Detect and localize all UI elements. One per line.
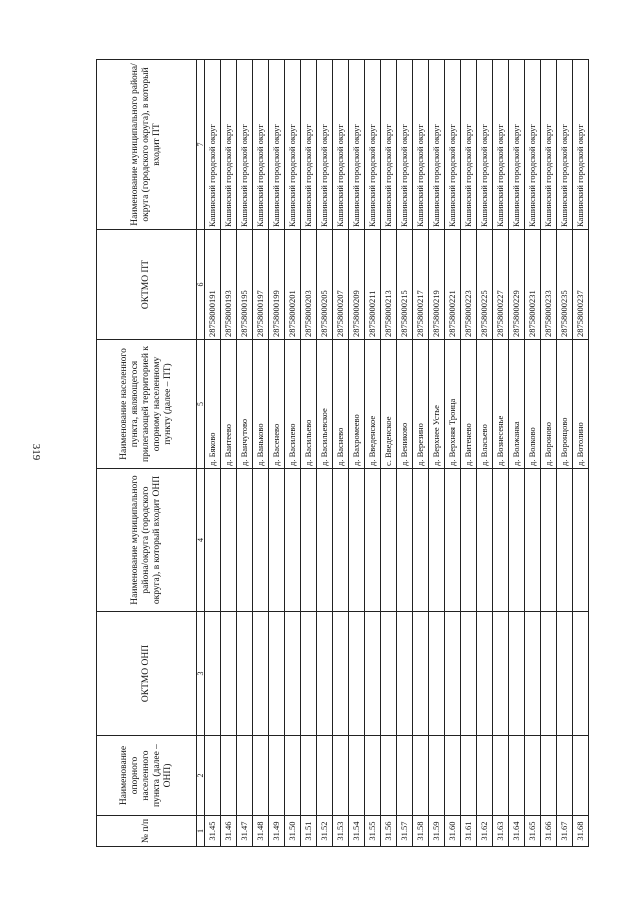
pt-district-cell: Кашинский городской округ [397,60,413,230]
pt-district-cell: Кашинский городской округ [221,60,237,230]
onp-district-cell [317,469,333,612]
pt-oktmo-cell: 28758000201 [285,230,301,340]
pt-oktmo-cell: 28758000213 [381,230,397,340]
onp-district-cell [253,469,269,612]
row-number: 31.47 [237,816,253,847]
col-index: 3 [197,612,205,736]
table-row [205,60,221,847]
row-number: 31.54 [349,816,365,847]
onp-district-cell [301,469,317,612]
row-number: 31.60 [445,816,461,847]
pt-oktmo-cell: 28758000193 [221,230,237,340]
pt-district-cell: Кашинский городской округ [477,60,493,230]
pt-oktmo-cell: 28758000215 [397,230,413,340]
onp-oktmo-cell [365,612,381,736]
table-row [493,60,509,847]
onp-district-cell [349,469,365,612]
onp-district-cell [413,469,429,612]
onp-district-cell [381,469,397,612]
onp-oktmo-cell [301,612,317,736]
pt-name-cell: д. Введенское [365,340,381,469]
onp-name-cell [365,736,381,816]
onp-name-cell [349,736,365,816]
table-row [477,60,493,847]
onp-name-cell [525,736,541,816]
pt-district-cell: Кашинский городской округ [509,60,525,230]
pt-district-cell: Кашинский городской округ [285,60,301,230]
onp-name-cell [397,736,413,816]
col-header-onp-name: Наименование опорного населенного пункта (далее – ОНП) [97,736,197,816]
onp-district-cell [509,469,525,612]
table-row [381,60,397,847]
row-number: 31.63 [493,816,509,847]
onp-oktmo-cell [413,612,429,736]
onp-district-cell [285,469,301,612]
header-row [97,60,197,847]
table-row [541,60,557,847]
row-number: 31.66 [541,816,557,847]
onp-name-cell [237,736,253,816]
onp-name-cell [445,736,461,816]
pt-name-cell: д. Вороново [541,340,557,469]
pt-district-cell: Кашинский городской округ [205,60,221,230]
onp-district-cell [461,469,477,612]
onp-oktmo-cell [477,612,493,736]
table-row [525,60,541,847]
onp-name-cell [461,736,477,816]
onp-district-cell [333,469,349,612]
pt-name-cell: д. Власьево [477,340,493,469]
pt-district-cell: Кашинский городской округ [573,60,589,230]
onp-oktmo-cell [381,612,397,736]
onp-district-cell [397,469,413,612]
row-number: 31.68 [573,816,589,847]
pt-name-cell: д. Ванчутово [237,340,253,469]
onp-oktmo-cell [509,612,525,736]
row-number: 31.51 [301,816,317,847]
onp-oktmo-cell [541,612,557,736]
onp-name-cell [573,736,589,816]
pt-name-cell: д. Вотолино [573,340,589,469]
onp-district-cell [445,469,461,612]
pt-oktmo-cell: 28758000227 [493,230,509,340]
pt-name-cell: д. Вознесенье [493,340,509,469]
pt-name-cell: д. Верхнее Устье [429,340,445,469]
pt-district-cell: Кашинский городской округ [413,60,429,230]
onp-oktmo-cell [461,612,477,736]
onp-name-cell [429,736,445,816]
pt-name-cell: д. Васильево [301,340,317,469]
onp-district-cell [557,469,573,612]
pt-oktmo-cell: 28758000233 [541,230,557,340]
table-row [413,60,429,847]
table-row [221,60,237,847]
pt-name-cell: д. Васнево [333,340,349,469]
table-row [445,60,461,847]
page-number: 319 [30,443,42,461]
onp-district-cell [221,469,237,612]
onp-oktmo-cell [429,612,445,736]
table-row [365,60,381,847]
onp-oktmo-cell [493,612,509,736]
onp-oktmo-cell [285,612,301,736]
col-header-onp-district: Наименование муниципального района/округа (городского округа), в который входит ОНП [97,469,197,612]
pt-oktmo-cell: 28758000217 [413,230,429,340]
pt-district-cell: Кашинский городской округ [237,60,253,230]
pt-name-cell: д. Волжанка [509,340,525,469]
pt-oktmo-cell: 28758000195 [237,230,253,340]
table-row [461,60,477,847]
onp-district-cell [237,469,253,612]
pt-district-cell: Кашинский городской округ [461,60,477,230]
pt-oktmo-cell: 28758000231 [525,230,541,340]
pt-name-cell: д. Бяково [205,340,221,469]
table-row [557,60,573,847]
pt-district-cell: Кашинский городской округ [493,60,509,230]
table-row [285,60,301,847]
col-header-pt-name: Наименование населенного пункта, являющегося прилегающей территорией к опорному населенному пункту (далее – ПТ) [97,340,197,469]
pt-name-cell: д. Васильевское [317,340,333,469]
onp-name-cell [493,736,509,816]
col-header-pt-district: Наименование муниципального района/округа (городского округа), в который входит ПТ [97,60,197,230]
row-number: 31.56 [381,816,397,847]
table-body [205,60,589,847]
onp-oktmo-cell [397,612,413,736]
row-number: 31.61 [461,816,477,847]
pt-oktmo-cell: 28758000219 [429,230,445,340]
pt-district-cell: Кашинский городской округ [381,60,397,230]
onp-district-cell [269,469,285,612]
pt-district-cell: Кашинский городской округ [317,60,333,230]
pt-oktmo-cell: 28758000203 [301,230,317,340]
pt-district-cell: Кашинский городской округ [269,60,285,230]
table-row [573,60,589,847]
pt-district-cell: Кашинский городской округ [525,60,541,230]
pt-oktmo-cell: 28758000211 [365,230,381,340]
onp-oktmo-cell [557,612,573,736]
onp-name-cell [477,736,493,816]
onp-oktmo-cell [349,612,365,736]
onp-name-cell [541,736,557,816]
row-number: 31.46 [221,816,237,847]
row-number: 31.50 [285,816,301,847]
column-index-row [197,60,205,847]
pt-district-cell: Кашинский городской округ [429,60,445,230]
onp-oktmo-cell [333,612,349,736]
pt-name-cell: д. Вениково [397,340,413,469]
onp-district-cell [573,469,589,612]
col-index: 6 [197,230,205,340]
onp-oktmo-cell [205,612,221,736]
onp-oktmo-cell [253,612,269,736]
pt-oktmo-cell: 28758000223 [461,230,477,340]
pt-oktmo-cell: 28758000225 [477,230,493,340]
pt-name-cell: д. Ваитеево [221,340,237,469]
pt-district-cell: Кашинский городской округ [557,60,573,230]
onp-name-cell [381,736,397,816]
pt-name-cell: д. Витенево [461,340,477,469]
table-row [429,60,445,847]
pt-oktmo-cell: 28758000229 [509,230,525,340]
pt-oktmo-cell: 28758000191 [205,230,221,340]
pt-oktmo-cell: 28758000221 [445,230,461,340]
row-number: 31.45 [205,816,221,847]
pt-name-cell: д. Волково [525,340,541,469]
onp-oktmo-cell [221,612,237,736]
pt-oktmo-cell: 28758000235 [557,230,573,340]
pt-name-cell: д. Верхняя Троица [445,340,461,469]
onp-name-cell [301,736,317,816]
col-header-onp-oktmo: ОКТМО ОНП [97,612,197,736]
pt-district-cell: Кашинский городской округ [301,60,317,230]
row-number: 31.59 [429,816,445,847]
onp-name-cell [317,736,333,816]
table-row [397,60,413,847]
col-header-pt-oktmo: ОКТМО ПТ [97,230,197,340]
onp-district-cell [493,469,509,612]
pt-name-cell: д. Воронцово [557,340,573,469]
pt-district-cell: Кашинский городской округ [445,60,461,230]
pt-district-cell: Кашинский городской округ [365,60,381,230]
onp-name-cell [205,736,221,816]
row-number: 31.52 [317,816,333,847]
onp-oktmo-cell [445,612,461,736]
table-row [333,60,349,847]
pt-oktmo-cell: 28758000197 [253,230,269,340]
row-number: 31.58 [413,816,429,847]
onp-name-cell [333,736,349,816]
settlements-table [96,59,589,847]
col-header-number: № п/п [97,816,197,847]
col-index: 2 [197,736,205,816]
onp-oktmo-cell [525,612,541,736]
row-number: 31.49 [269,816,285,847]
row-number: 31.53 [333,816,349,847]
pt-oktmo-cell: 28758000237 [573,230,589,340]
pt-district-cell: Кашинский городской округ [349,60,365,230]
pt-oktmo-cell: 28758000199 [269,230,285,340]
onp-district-cell [365,469,381,612]
row-number: 31.55 [365,816,381,847]
onp-district-cell [429,469,445,612]
table-row [301,60,317,847]
pt-name-cell: д. Верезино [413,340,429,469]
col-index: 7 [197,60,205,230]
row-number: 31.62 [477,816,493,847]
row-number: 31.64 [509,816,525,847]
onp-name-cell [413,736,429,816]
table-row [269,60,285,847]
row-number: 31.57 [397,816,413,847]
onp-oktmo-cell [237,612,253,736]
onp-district-cell [477,469,493,612]
onp-name-cell [269,736,285,816]
pt-oktmo-cell: 28758000207 [333,230,349,340]
pt-oktmo-cell: 28758000205 [317,230,333,340]
table-row [253,60,269,847]
col-index: 1 [197,816,205,847]
onp-name-cell [253,736,269,816]
onp-oktmo-cell [269,612,285,736]
pt-name-cell: д. Вахромеево [349,340,365,469]
onp-name-cell [509,736,525,816]
onp-oktmo-cell [317,612,333,736]
onp-name-cell [285,736,301,816]
onp-district-cell [205,469,221,612]
rotated-table-container [96,60,585,847]
onp-name-cell [557,736,573,816]
pt-name-cell: д. Василево [285,340,301,469]
pt-name-cell: д. Ваньково [253,340,269,469]
onp-district-cell [541,469,557,612]
table-row [349,60,365,847]
pt-name-cell: с. Введенское [381,340,397,469]
table-row [509,60,525,847]
onp-name-cell [221,736,237,816]
pt-name-cell: д. Васенево [269,340,285,469]
pt-district-cell: Кашинский городской округ [253,60,269,230]
pt-oktmo-cell: 28758000209 [349,230,365,340]
col-index: 4 [197,469,205,612]
onp-district-cell [525,469,541,612]
pt-district-cell: Кашинский городской округ [333,60,349,230]
table-row [317,60,333,847]
row-number: 31.67 [557,816,573,847]
table-row [237,60,253,847]
row-number: 31.48 [253,816,269,847]
row-number: 31.65 [525,816,541,847]
col-index: 5 [197,340,205,469]
pt-district-cell: Кашинский городской округ [541,60,557,230]
onp-oktmo-cell [573,612,589,736]
